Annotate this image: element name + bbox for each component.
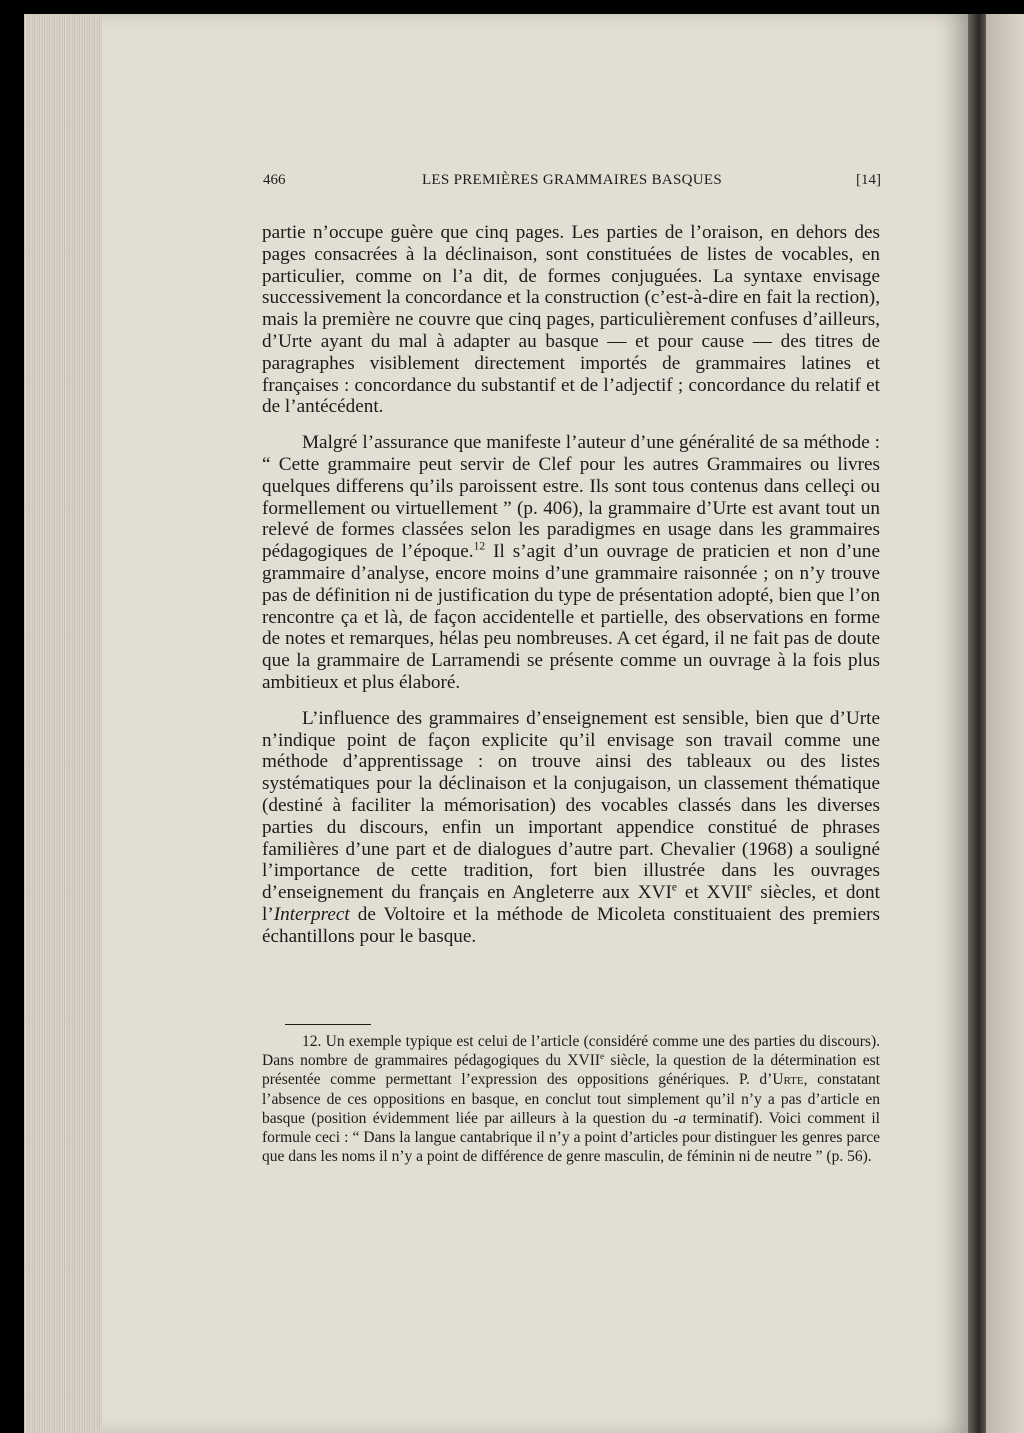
paragraph-3-xvii: XVII bbox=[706, 882, 748, 904]
running-head bbox=[263, 172, 881, 196]
footnote-rule bbox=[285, 1024, 371, 1025]
paragraph-3-and: et bbox=[676, 882, 707, 904]
footnote-12 bbox=[262, 1032, 880, 1166]
footnote-text-c: , constatant l’absence de ces oppositions en basque, en conclut tout simplement qu’il n’y a pas d’article en basque (position évidemment liée par ailleurs à la question du bbox=[262, 1071, 880, 1127]
title-interprect: Interprect bbox=[273, 903, 350, 925]
paragraph-3-text-c: de Voltoire et la méthode de Micoleta constituaient des premiers échantillons pour le basque. bbox=[262, 903, 880, 947]
paragraph-2-text-b: Il s’agit d’un ouvrage de praticien et non d’une grammaire d’analyse, encore moins d’une grammaire raisonnée ; on n’y trouve pas de définition ni de justification du type de présentation adopté, bien que l’on rencontre ça et là, de façon accidentelle et partielle, des observations en forme de notes et remarques, hélas peu nombreuses. A cet égard, il ne fait pas de doute que la grammaire de Larramendi se présente comme un ouvrage à la fois plus ambitieux et plus élaboré. bbox=[262, 541, 880, 693]
paragraph-3 bbox=[262, 708, 880, 948]
section-number: [14] bbox=[856, 172, 881, 188]
paragraph-1: partie n’occupe guère que cinq pages. Les parties de l’oraison, en dehors des pages consacrées à la déclinaison, sont constituées de listes de vocables, en particulier, comme on l’a dit, de formes conjuguées. La syntaxe envisage successivement la concordance et la construction (c’est-à-dire en fait la rection), mais la première ne couvre que cinq pages, particulièrement confuses d’ailleurs, d’Urte ayant du mal à adapter au basque — et pour cause — des titres de paragraphes visiblement directement importés de grammaires latines et françaises : concordance du substantif et de l’adjectif ; concordance du relatif et de l’antécédent. bbox=[262, 222, 880, 418]
paragraph-2-text-a: Malgré l’assurance que manifeste l’auteur d’une généralité de sa méthode : “ Cette grammaire peut servir de Clef pour les autres Grammaires ou livres quelques differens qu’ils paroissent estre. Ils sont tous contenus dans celleçi ou formellement ou virtuellement ” (p. 406), la grammaire d’Urte est avant tout un relevé de formes classées selon les paradigmes en usage dans les grammaires pédagogiques de l’époque. bbox=[262, 432, 880, 563]
paragraph-3-text-b: siècles, et dont l’ bbox=[262, 882, 880, 925]
page-number: 466 bbox=[263, 172, 286, 188]
footnote-superscript: e bbox=[600, 1052, 605, 1063]
footnote-italic: -a bbox=[673, 1109, 687, 1127]
footnote-reference: 12 bbox=[473, 540, 486, 553]
century-superscript-2: e bbox=[747, 881, 753, 894]
facing-page-edge bbox=[986, 14, 1024, 1433]
century-superscript-1: e bbox=[671, 881, 677, 894]
footnote-text-d: terminatif). Voici comment il formule ceci : “ Dans la langue cantabrique il n’y a point d’articles pour distinguer les genres parce que dans les noms il n’y a point de différence de genre masculin, de féminin ni de neutre ” (p. 56). bbox=[262, 1109, 880, 1166]
paragraph-3-text-a: L’influence des grammaires d’enseignement est sensible, bien que d’Urte n’indique point de façon explicite qu’il envisage son travail comme une méthode d’apprentissage : on trouve ainsi des tableaux ou des listes systématiques pour la déclinaison et la conjugaison, un classement thématique (destiné à faciliter la mémorisation) des vocables classés dans les diverses parties du discours, enfin un important appendice constitué de phrases familières d’une part et de dialogues d’autre part. Chevalier (1968) a souligné l’importance de cette tradition, fort bien illustrée dans les ouvrages d’enseignement du français en Angleterre aux XVI bbox=[262, 707, 880, 904]
book-gutter bbox=[968, 14, 986, 1433]
running-title: LES PREMIÈRES GRAMMAIRES BASQUES bbox=[421, 172, 723, 188]
paragraph-2 bbox=[262, 432, 880, 694]
footnote-text-b: siècle, la question de la détermination est présentée comme permettant l’expression des oppositions génériques. P. d’ bbox=[262, 1052, 880, 1089]
author-name: Urte bbox=[772, 1071, 804, 1089]
page-edges bbox=[24, 14, 102, 1433]
body-text bbox=[262, 222, 880, 962]
footnote-text-a: 12. Un exemple typique est celui de l’article (considéré comme une des parties du discours). Dans nombre de grammaires pédagogiques du XVII bbox=[262, 1033, 880, 1070]
